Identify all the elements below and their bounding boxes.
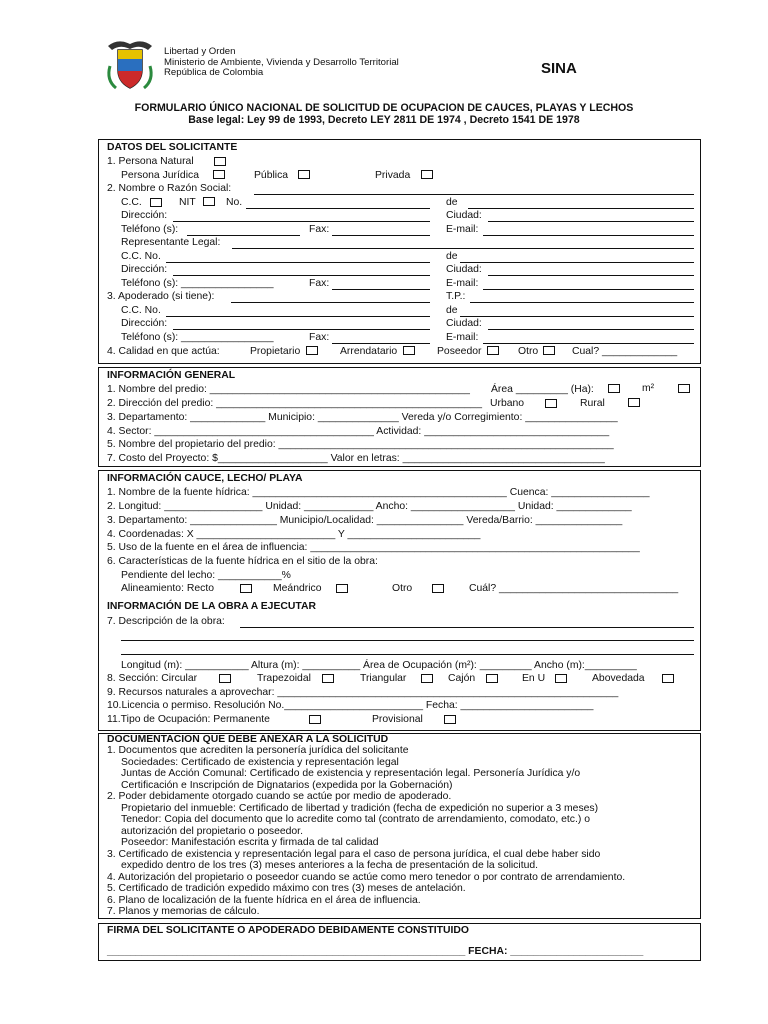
rural-label: Rural xyxy=(580,398,605,409)
email-field-1[interactable] xyxy=(483,235,694,236)
de-field-2[interactable] xyxy=(460,262,694,263)
circular-checkbox[interactable] xyxy=(219,674,231,683)
fax-field-1[interactable] xyxy=(332,235,430,236)
telefono-field-1[interactable] xyxy=(187,235,300,236)
rep-legal-label: Representante Legal: xyxy=(121,237,221,248)
email-label-2: E-mail: xyxy=(446,278,479,289)
form-legal-basis: Base legal: Ley 99 de 1993, Decreto LEY 2811 DE 1974 , Decreto 1541 DE 1978 xyxy=(188,114,580,126)
costo-proyecto-fields[interactable]: 7. Costo del Proyecto: $___________________ Valor en letras: ___________________________________ xyxy=(107,453,605,464)
de-label-1: de xyxy=(446,197,458,208)
telefono-label-3: Teléfono (s): ________________ xyxy=(121,332,274,343)
documento-line: Certificación e Inscripción de Dignatarios (expedida por la Gobernación) xyxy=(121,780,453,791)
otro-label: Otro xyxy=(518,346,539,357)
nombre-field[interactable] xyxy=(254,194,694,195)
fax-label-1: Fax: xyxy=(309,224,330,235)
nit-label: NIT xyxy=(179,197,196,208)
nit-checkbox[interactable] xyxy=(203,197,215,206)
cajon-checkbox[interactable] xyxy=(486,674,498,683)
documento-line: expedido dentro de los tres (3) meses anteriores a la fecha de presentación de la solicitud. xyxy=(121,860,539,871)
persona-juridica-label: Persona Jurídica xyxy=(121,170,199,181)
ccno-field-3[interactable] xyxy=(166,316,430,317)
publica-label: Pública xyxy=(254,170,289,181)
nombre-predio-field[interactable]: 1. Nombre del predio: _____________________________________________ xyxy=(107,384,470,395)
ciudad-label-1: Ciudad: xyxy=(446,210,482,221)
cual-field[interactable]: Cual? _____________ xyxy=(572,346,678,357)
departamento-municipio-fields[interactable]: 3. Departamento: _____________ Municipio: ______________ Vereda y/o Corregimiento: ________________ xyxy=(107,412,618,423)
coordenadas-fields[interactable]: 4. Coordenadas: X ________________________ Y _______________________ xyxy=(107,529,481,540)
tipo-ocupacion-label: 11.Tipo de Ocupación: Permanente xyxy=(107,714,270,725)
triangular-checkbox[interactable] xyxy=(421,674,433,683)
section-documentos-title: DOCUMENTACION QUE DEBE ANEXAR A LA SOLICITUD xyxy=(107,734,389,745)
departamento-localidad-fields[interactable]: 3. Departamento: _______________ Municipio/Localidad: _______________ Vereda/Barrio: _______________ xyxy=(107,515,623,526)
meandrico-label: Meándrico xyxy=(273,583,322,594)
trapezoidal-label: Trapezoidal xyxy=(257,673,311,684)
documento-line: 4. Autorización del propietario o poseedor cuando se actúe como mero tenedor o por contrato de arrendamiento. xyxy=(107,872,626,883)
ministry-name: Ministerio de Ambiente, Vivienda y Desarrollo Territorial xyxy=(164,57,399,68)
documento-line: 5. Certificado de tradición expedido máximo con tres (3) meses de antelación. xyxy=(107,883,466,894)
fax-label-2: Fax: xyxy=(309,278,330,289)
recursos-field[interactable]: 9. Recursos naturales a aprovechar: ___________________________________________________________ xyxy=(107,687,619,698)
colombia-coat-of-arms-icon xyxy=(104,36,156,92)
privada-checkbox[interactable] xyxy=(421,170,433,179)
otro-checkbox[interactable] xyxy=(543,346,555,355)
documento-line: autorización del propietario o poseedor. xyxy=(121,826,303,837)
documento-line: Propietario del inmueble: Certificado de libertad y tradición (fecha de expedición no superior a 3 meses) xyxy=(121,803,599,814)
email-field-2[interactable] xyxy=(483,289,694,290)
documento-line: Tenedor: Copia del documento que lo acredite como tal (contrato de arrendamiento, comodato, etc.) o xyxy=(121,814,591,825)
abovedada-checkbox[interactable] xyxy=(662,674,674,683)
ciudad-label-2: Ciudad: xyxy=(446,264,482,275)
urbano-label: Urbano xyxy=(490,398,525,409)
section-solicitante-title: DATOS DEL SOLICITANTE xyxy=(107,142,238,153)
apoderado-field[interactable] xyxy=(231,302,430,303)
cual-alineamiento-field[interactable]: Cuál? _______________________________ xyxy=(469,583,679,594)
meandrico-checkbox[interactable] xyxy=(336,584,348,593)
documento-line: 2. Poder debidamente otorgado cuando se actúe por medio de apoderado. xyxy=(107,791,452,802)
section-general-title: INFORMACIÓN GENERAL xyxy=(107,370,236,381)
fax-label-3: Fax: xyxy=(309,332,330,343)
propietario-checkbox[interactable] xyxy=(306,346,318,355)
descripcion-field-2[interactable] xyxy=(121,640,694,641)
de-label-3: de xyxy=(446,305,458,316)
en-u-checkbox[interactable] xyxy=(555,674,567,683)
descripcion-field-1[interactable] xyxy=(240,627,694,628)
de-field-3[interactable] xyxy=(460,316,694,317)
area-label: Área _________ (Ha): xyxy=(491,384,594,395)
email-label-3: E-mail: xyxy=(446,332,479,343)
ciudad-field-1[interactable] xyxy=(488,221,694,222)
poseedor-checkbox[interactable] xyxy=(487,346,499,355)
en-u-label: En U xyxy=(522,673,546,684)
ccno-label-2: C.C. No. xyxy=(121,251,161,262)
ccno-label-3: C.C. No. xyxy=(121,305,161,316)
permanente-checkbox[interactable] xyxy=(309,715,321,724)
otro-alineamiento-label: Otro xyxy=(392,583,413,594)
persona-juridica-checkbox[interactable] xyxy=(213,170,225,179)
descripcion-field-3[interactable] xyxy=(121,654,694,655)
licencia-fields[interactable]: 10.Licencia o permiso. Resolución No.________________________ Fecha: _______________________ xyxy=(107,700,594,711)
direccion-label-3: Dirección: xyxy=(121,318,168,329)
ciudad-label-3: Ciudad: xyxy=(446,318,482,329)
telefono-label-1: Teléfono (s): xyxy=(121,224,179,235)
documento-line: 3. Certificado de existencia y representación legal para el caso de persona jurídica, el cual debe haber sido xyxy=(107,849,601,860)
documento-line: Juntas de Acción Comunal: Certificado de existencia y representación legal. Personería Jurídica y/o xyxy=(121,768,581,779)
documento-line: Sociedades: Certificado de existencia y representación legal xyxy=(121,757,399,768)
nombre-label: 2. Nombre o Razón Social: xyxy=(107,183,232,194)
section-obra-title: INFORMACIÓN DE LA OBRA A EJECUTAR xyxy=(107,601,316,612)
uso-fuente-field[interactable]: 5. Uso de la fuente en el área de influencia: _________________________________________________________ xyxy=(107,542,640,553)
sector-actividad-fields[interactable]: 4. Sector: ______________________________________ Actividad: ________________________________ xyxy=(107,426,610,437)
documento-line: 6. Plano de localización de la fuente hídrica en el área de influencia. xyxy=(107,895,421,906)
ccno-field-2[interactable] xyxy=(166,262,430,263)
pendiente-field[interactable]: Pendiente del lecho: ___________% xyxy=(121,570,291,581)
fax-field-2[interactable] xyxy=(332,289,430,290)
m2-checkbox[interactable] xyxy=(678,384,690,393)
hectares-checkbox[interactable] xyxy=(608,384,620,393)
provisional-checkbox[interactable] xyxy=(444,715,456,724)
country-name: República de Colombia xyxy=(164,67,264,78)
no-label: No. xyxy=(226,197,243,208)
provisional-label: Provisional xyxy=(372,714,423,725)
ciudad-field-3[interactable] xyxy=(488,329,694,330)
m2-label: m² xyxy=(642,383,655,394)
calidad-label: 4. Calidad en que actúa: xyxy=(107,346,220,357)
cc-label: C.C. xyxy=(121,197,142,208)
direccion-field-1[interactable] xyxy=(173,221,430,222)
ciudad-field-2[interactable] xyxy=(488,275,694,276)
otro-alineamiento-checkbox[interactable] xyxy=(432,584,444,593)
urbano-checkbox[interactable] xyxy=(545,399,557,408)
persona-natural-label: 1. Persona Natural xyxy=(107,156,194,167)
poseedor-label: Poseedor xyxy=(437,346,482,357)
triangular-label: Triangular xyxy=(360,673,407,684)
longitud-ancho-fields[interactable]: 2. Longitud: _________________ Unidad: ____________ Ancho: __________________ Unidad: _____________ xyxy=(107,501,632,512)
sina-label: SINA xyxy=(541,60,577,77)
cajon-label: Cajón xyxy=(448,673,476,684)
documento-line: Poseedor: Manifestación escrita y firmada de tal calidad xyxy=(121,837,379,848)
apoderado-label: 3. Apoderado (si tiene): xyxy=(107,291,215,302)
caracteristicas-label: 6. Características de la fuente hídrica en el sitio de la obra: xyxy=(107,556,378,567)
documento-line: 1. Documentos que acrediten la personería jurídica del solicitante xyxy=(107,745,409,756)
rural-checkbox[interactable] xyxy=(628,398,640,407)
cc-checkbox[interactable] xyxy=(150,198,162,207)
direccion-label-2: Dirección: xyxy=(121,264,168,275)
section-cauce-title: INFORMACIÓN CAUCE, LECHO/ PLAYA xyxy=(107,473,303,484)
descripcion-label: 7. Descripción de la obra: xyxy=(107,616,225,627)
de-label-2: de xyxy=(446,251,458,262)
direccion-field-3[interactable] xyxy=(173,329,430,330)
documento-line: 7. Planos y memorias de cálculo. xyxy=(107,906,260,917)
abovedada-label: Abovedada xyxy=(592,673,645,684)
firma-fecha-field[interactable]: ______________________________________________________________ FECHA: _______________________ xyxy=(107,946,644,957)
persona-natural-checkbox[interactable] xyxy=(214,157,226,166)
direccion-field-2[interactable] xyxy=(173,275,430,276)
alineamiento-label: Alineamiento: Recto xyxy=(121,583,214,594)
id-issued-field[interactable] xyxy=(468,208,694,209)
direccion-predio-field[interactable]: 2. Dirección del predio: ______________________________________________ xyxy=(107,398,482,409)
propietario-predio-field[interactable]: 5. Nombre del propietario del predio: __________________________________________________________ xyxy=(107,439,614,450)
section-firma-title: FIRMA DEL SOLICITANTE O APODERADO DEBIDAMENTE CONSTITUIDO xyxy=(107,925,469,936)
email-label-1: E-mail: xyxy=(446,224,479,235)
rep-legal-field[interactable] xyxy=(232,248,694,249)
direccion-label-1: Dirección: xyxy=(121,210,168,221)
trapezoidal-checkbox[interactable] xyxy=(322,674,334,683)
email-field-3[interactable] xyxy=(483,343,694,344)
dimensiones-fields[interactable]: Longitud (m): ___________ Altura (m): __________ Área de Ocupación (m²): _________ Ancho (m):_________ xyxy=(121,660,637,671)
propietario-label: Propietario xyxy=(250,346,301,357)
fax-field-3[interactable] xyxy=(332,343,430,344)
privada-label: Privada xyxy=(375,170,411,181)
tp-field[interactable] xyxy=(470,302,694,303)
publica-checkbox[interactable] xyxy=(298,170,310,179)
recto-checkbox[interactable] xyxy=(240,584,252,593)
telefono-label-2: Teléfono (s): ________________ xyxy=(121,278,274,289)
arrendatario-checkbox[interactable] xyxy=(403,346,415,355)
motto: Libertad y Orden xyxy=(164,46,236,57)
arrendatario-label: Arrendatario xyxy=(340,346,398,357)
form-title: FORMULARIO ÚNICO NACIONAL DE SOLICITUD DE OCUPACION DE CAUCES, PLAYAS Y LECHOS xyxy=(134,102,634,114)
fuente-cuenca-fields[interactable]: 1. Nombre de la fuente hídrica: ____________________________________________ Cuenca: _________________ xyxy=(107,487,650,498)
seccion-label: 8. Sección: Circular xyxy=(107,673,198,684)
id-number-field[interactable] xyxy=(246,208,430,209)
tp-label: T.P.: xyxy=(446,291,466,302)
